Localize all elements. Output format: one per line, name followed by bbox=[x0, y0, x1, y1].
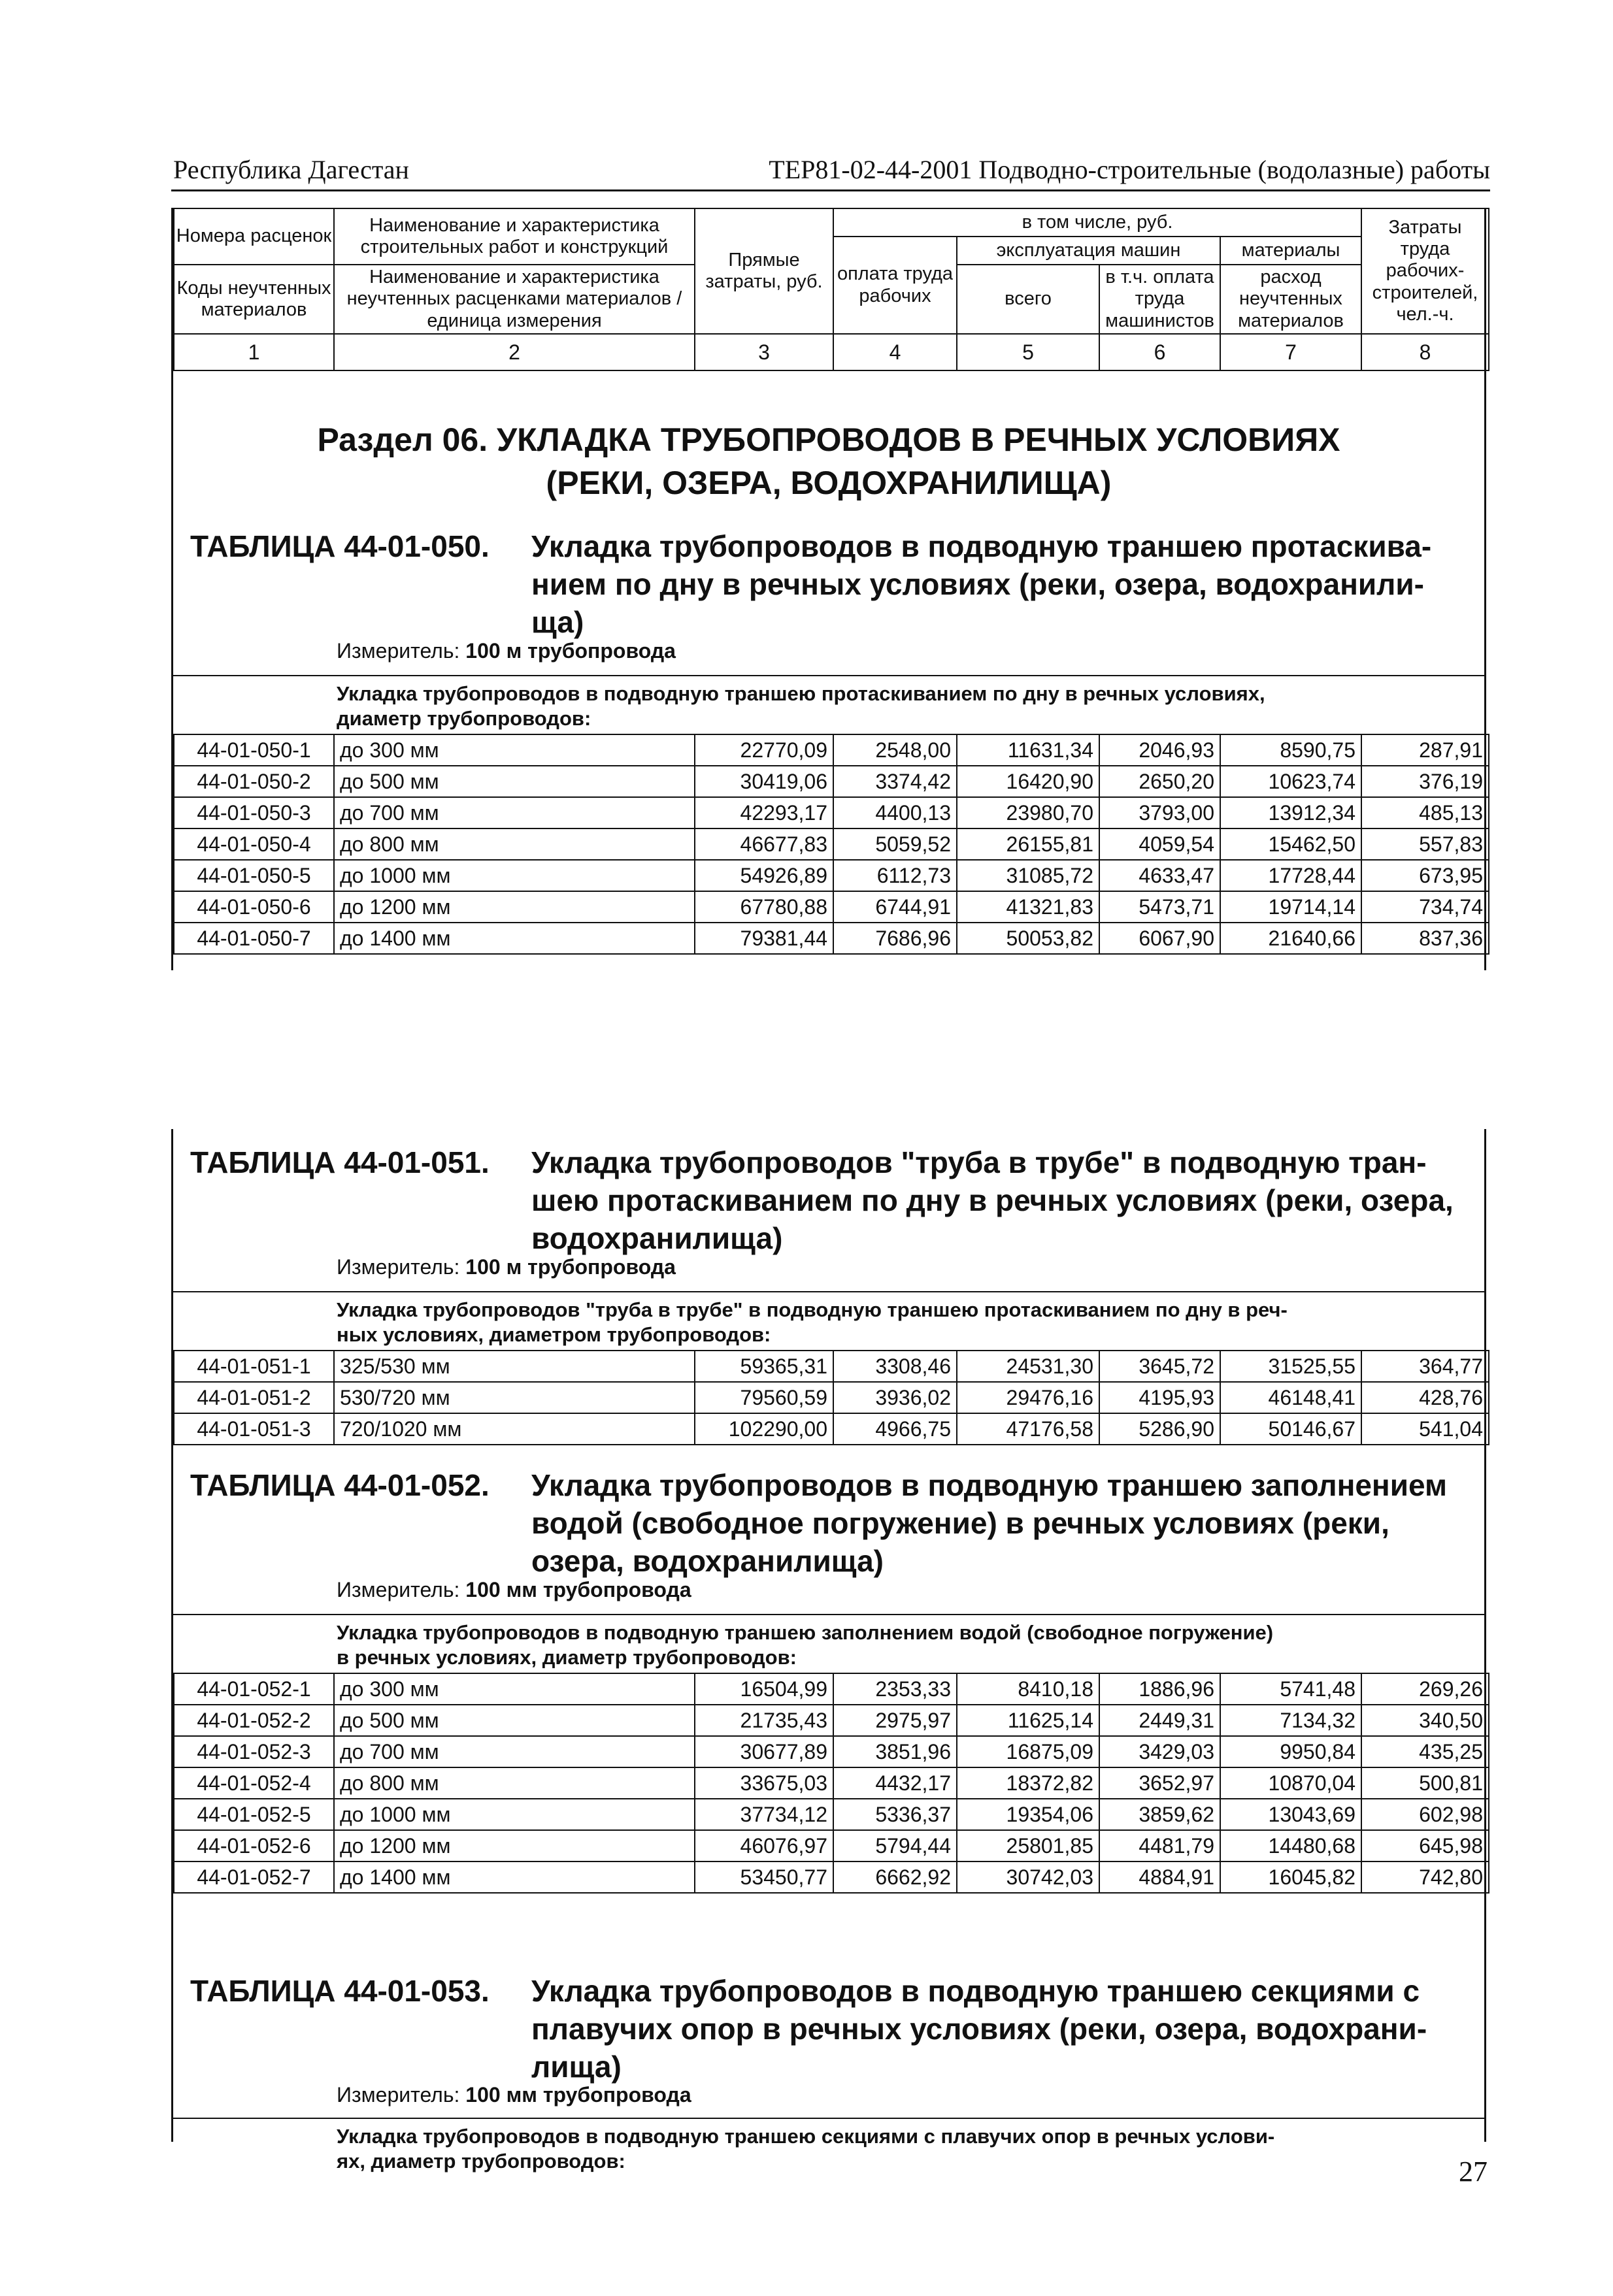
subheading-line: Укладка трубопроводов в подводную траншею протаскиванием по дну в речных условиях, bbox=[337, 682, 1265, 705]
rate-value-cell: 46148,41 bbox=[1220, 1382, 1361, 1413]
rate-value-cell: 500,81 bbox=[1361, 1767, 1489, 1799]
rate-value-cell: 23980,70 bbox=[957, 797, 1099, 828]
measure-label: Измеритель: bbox=[337, 1578, 460, 1601]
rate-value-cell: 50146,67 bbox=[1220, 1413, 1361, 1445]
subheading-line: Укладка трубопроводов в подводную траншею секциями с плавучих опор в речных услови- bbox=[337, 2125, 1275, 2148]
rate-value-cell: 2548,00 bbox=[833, 734, 957, 766]
rate-value-cell: 19714,14 bbox=[1220, 891, 1361, 923]
header-document-title: ТЕР81-02-44-2001 Подводно-строительные (водолазные) работы bbox=[769, 155, 1490, 184]
rate-value-cell: 37734,12 bbox=[695, 1799, 833, 1830]
rate-value-cell: 269,26 bbox=[1361, 1673, 1489, 1705]
rate-value-cell: 364,77 bbox=[1361, 1351, 1489, 1382]
measure-value: 100 м трубопровода bbox=[465, 1255, 676, 1279]
rate-value-cell: 3374,42 bbox=[833, 766, 957, 797]
col-header-material-codes: Коды неучтенных материалов bbox=[174, 265, 334, 334]
rate-value-cell: 41321,83 bbox=[957, 891, 1099, 923]
rate-value-cell: 4432,17 bbox=[833, 1767, 957, 1799]
measure-unit bbox=[337, 1255, 676, 1279]
table-row bbox=[174, 1705, 1489, 1736]
rate-code-cell: 44-01-052-3 bbox=[174, 1736, 334, 1767]
table-subheading bbox=[173, 1291, 1484, 1351]
rate-code-cell: 44-01-052-4 bbox=[174, 1767, 334, 1799]
rate-name-cell: до 1000 мм bbox=[334, 1799, 695, 1830]
table-row bbox=[174, 891, 1489, 923]
rate-value-cell: 3645,72 bbox=[1099, 1351, 1220, 1382]
table-row bbox=[174, 797, 1489, 828]
table-title-line: водой (свободное погружение) в речных условиях (реки, bbox=[531, 1506, 1389, 1540]
measure-label: Измеритель: bbox=[337, 1255, 460, 1279]
rate-value-cell: 17728,44 bbox=[1220, 860, 1361, 891]
table-row bbox=[174, 1413, 1489, 1445]
table-title-line: нием по дну в речных условиях (реки, озера, водохранили- bbox=[531, 567, 1424, 601]
header-region: Республика Дагестан bbox=[173, 155, 409, 184]
rate-value-cell: 79560,59 bbox=[695, 1382, 833, 1413]
measure-unit bbox=[337, 1578, 691, 1602]
table-row bbox=[174, 1799, 1489, 1830]
rate-code-cell: 44-01-052-7 bbox=[174, 1861, 334, 1893]
page-number: 27 bbox=[1459, 2156, 1488, 2188]
table-title-line: Укладка трубопроводов в подводную траншею секциями с bbox=[531, 1974, 1420, 2008]
col-number-8: 8 bbox=[1361, 334, 1489, 370]
column-header-table bbox=[173, 208, 1489, 371]
rate-value-cell: 26155,81 bbox=[957, 828, 1099, 860]
rate-value-cell: 4400,13 bbox=[833, 797, 957, 828]
rate-value-cell: 50053,82 bbox=[957, 923, 1099, 954]
rate-value-cell: 3859,62 bbox=[1099, 1799, 1220, 1830]
rate-value-cell: 33675,03 bbox=[695, 1767, 833, 1799]
measure-unit bbox=[337, 2083, 691, 2107]
rate-value-cell: 54926,89 bbox=[695, 860, 833, 891]
table-row bbox=[174, 828, 1489, 860]
col-header-labor-hours: Затраты труда рабочих-строителей, чел.-ч. bbox=[1361, 208, 1489, 334]
table-row bbox=[174, 734, 1489, 766]
subheading-line: ях, диаметр трубопроводов: bbox=[337, 2150, 625, 2173]
rate-name-cell: до 1000 мм bbox=[334, 860, 695, 891]
rate-name-cell: 720/1020 мм bbox=[334, 1413, 695, 1445]
rate-value-cell: 6744,91 bbox=[833, 891, 957, 923]
measure-label: Измеритель: bbox=[337, 2083, 460, 2107]
rate-name-cell: до 1400 мм bbox=[334, 1861, 695, 1893]
rate-value-cell: 485,13 bbox=[1361, 797, 1489, 828]
rate-value-cell: 4884,91 bbox=[1099, 1861, 1220, 1893]
rate-name-cell: 325/530 мм bbox=[334, 1351, 695, 1382]
subheading-line: диаметр трубопроводов: bbox=[337, 707, 591, 730]
col-header-materials: материалы bbox=[1220, 237, 1361, 265]
table-title-line: лища) bbox=[531, 2050, 622, 2084]
col-header-machines: эксплуатация машин bbox=[957, 237, 1220, 265]
rate-value-cell: 4059,54 bbox=[1099, 828, 1220, 860]
rate-code-cell: 44-01-051-2 bbox=[174, 1382, 334, 1413]
rate-value-cell: 2046,93 bbox=[1099, 734, 1220, 766]
table-title-text bbox=[531, 1466, 1459, 1580]
rate-value-cell: 13912,34 bbox=[1220, 797, 1361, 828]
rate-code-cell: 44-01-050-5 bbox=[174, 860, 334, 891]
measure-label: Измеритель: bbox=[337, 639, 460, 663]
table-subheading bbox=[173, 2118, 1484, 2178]
measure-unit bbox=[337, 639, 676, 663]
rate-code-cell: 44-01-052-5 bbox=[174, 1799, 334, 1830]
col-header-including: в том числе, руб. bbox=[833, 208, 1361, 237]
rate-value-cell: 30677,89 bbox=[695, 1736, 833, 1767]
table-title-line: Укладка трубопроводов в подводную траншею заполнением bbox=[531, 1468, 1448, 1502]
rate-code-cell: 44-01-052-1 bbox=[174, 1673, 334, 1705]
subheading-line: Укладка трубопроводов в подводную траншею заполнением водой (свободное погружение) bbox=[337, 1621, 1274, 1644]
rate-value-cell: 541,04 bbox=[1361, 1413, 1489, 1445]
table-row bbox=[174, 766, 1489, 797]
table-title-line: плавучих опор в речных условиях (реки, озера, водохрани- bbox=[531, 2012, 1427, 2046]
rate-value-cell: 5286,90 bbox=[1099, 1413, 1220, 1445]
table-title bbox=[190, 527, 1471, 641]
rate-value-cell: 3308,46 bbox=[833, 1351, 957, 1382]
table-code: ТАБЛИЦА 44-01-053. bbox=[190, 1974, 490, 2008]
rate-value-cell: 29476,16 bbox=[957, 1382, 1099, 1413]
rate-value-cell: 1886,96 bbox=[1099, 1673, 1220, 1705]
rate-name-cell: до 500 мм bbox=[334, 766, 695, 797]
rate-name-cell: до 300 мм bbox=[334, 1673, 695, 1705]
col-header-worker-pay: оплата труда рабочих bbox=[833, 237, 957, 334]
rate-code-cell: 44-01-050-1 bbox=[174, 734, 334, 766]
rate-value-cell: 16420,90 bbox=[957, 766, 1099, 797]
rate-value-cell: 2975,97 bbox=[833, 1705, 957, 1736]
rate-code-cell: 44-01-051-1 bbox=[174, 1351, 334, 1382]
col-header-direct-costs: Прямые затраты, руб. bbox=[695, 208, 833, 334]
rate-code-cell: 44-01-050-4 bbox=[174, 828, 334, 860]
rate-value-cell: 19354,06 bbox=[957, 1799, 1099, 1830]
rate-value-cell: 18372,82 bbox=[957, 1767, 1099, 1799]
rate-code-cell: 44-01-050-6 bbox=[174, 891, 334, 923]
rate-value-cell: 435,25 bbox=[1361, 1736, 1489, 1767]
rate-value-cell: 3429,03 bbox=[1099, 1736, 1220, 1767]
rate-name-cell: до 700 мм bbox=[334, 797, 695, 828]
col-number-7: 7 bbox=[1220, 334, 1361, 370]
rate-name-cell: до 300 мм bbox=[334, 734, 695, 766]
section-heading-line2: (РЕКИ, ОЗЕРА, ВОДОХРАНИЛИЩА) bbox=[546, 465, 1112, 501]
table-row bbox=[174, 1861, 1489, 1893]
rate-value-cell: 10870,04 bbox=[1220, 1767, 1361, 1799]
col-number-3: 3 bbox=[695, 334, 833, 370]
rate-code-cell: 44-01-050-2 bbox=[174, 766, 334, 797]
rate-code-cell: 44-01-050-3 bbox=[174, 797, 334, 828]
rate-name-cell: до 800 мм bbox=[334, 1767, 695, 1799]
rate-value-cell: 11631,34 bbox=[957, 734, 1099, 766]
rate-value-cell: 4481,79 bbox=[1099, 1830, 1220, 1861]
rate-value-cell: 4195,93 bbox=[1099, 1382, 1220, 1413]
rates-table bbox=[173, 1673, 1489, 1894]
rate-value-cell: 8410,18 bbox=[957, 1673, 1099, 1705]
table-title-text bbox=[531, 1972, 1459, 2086]
rate-value-cell: 30419,06 bbox=[695, 766, 833, 797]
rate-value-cell: 5336,37 bbox=[833, 1799, 957, 1830]
rate-value-cell: 10623,74 bbox=[1220, 766, 1361, 797]
rate-value-cell: 9950,84 bbox=[1220, 1736, 1361, 1767]
rate-value-cell: 15462,50 bbox=[1220, 828, 1361, 860]
rate-value-cell: 16875,09 bbox=[957, 1736, 1099, 1767]
table-row bbox=[174, 1382, 1489, 1413]
rate-value-cell: 14480,68 bbox=[1220, 1830, 1361, 1861]
col-header-work-name: Наименование и характеристика строительных работ и конструкций bbox=[334, 208, 695, 265]
rate-name-cell: 530/720 мм bbox=[334, 1382, 695, 1413]
col-number-6: 6 bbox=[1099, 334, 1220, 370]
col-header-machines-total: всего bbox=[957, 265, 1099, 334]
rate-value-cell: 67780,88 bbox=[695, 891, 833, 923]
table-title-line: водохранилища) bbox=[531, 1221, 783, 1255]
rate-value-cell: 7134,32 bbox=[1220, 1705, 1361, 1736]
subheading-line: ных условиях, диаметром трубопроводов: bbox=[337, 1323, 771, 1346]
rate-name-cell: до 1200 мм bbox=[334, 1830, 695, 1861]
rate-name-cell: до 1400 мм bbox=[334, 923, 695, 954]
col-number-1: 1 bbox=[174, 334, 334, 370]
measure-value: 100 мм трубопровода bbox=[465, 2083, 691, 2107]
table-title-text bbox=[531, 1143, 1459, 1257]
rate-value-cell: 2353,33 bbox=[833, 1673, 957, 1705]
rate-value-cell: 6067,90 bbox=[1099, 923, 1220, 954]
rate-value-cell: 376,19 bbox=[1361, 766, 1489, 797]
rate-name-cell: до 700 мм bbox=[334, 1736, 695, 1767]
col-number-4: 4 bbox=[833, 334, 957, 370]
rates-table bbox=[173, 1350, 1489, 1445]
subheading-line: в речных условиях, диаметр трубопроводов: bbox=[337, 1646, 797, 1669]
rate-value-cell: 24531,30 bbox=[957, 1351, 1099, 1382]
rate-value-cell: 8590,75 bbox=[1220, 734, 1361, 766]
rate-code-cell: 44-01-052-6 bbox=[174, 1830, 334, 1861]
rate-value-cell: 3851,96 bbox=[833, 1736, 957, 1767]
table-title bbox=[190, 1466, 1471, 1580]
rate-value-cell: 3652,97 bbox=[1099, 1767, 1220, 1799]
table-row bbox=[174, 1830, 1489, 1861]
rate-value-cell: 837,36 bbox=[1361, 923, 1489, 954]
table-title-line: Укладка трубопроводов "труба в трубе" в подводную тран- bbox=[531, 1145, 1427, 1179]
table-title-line: шею протаскиванием по дну в речных условиях (реки, озера, bbox=[531, 1183, 1454, 1217]
rate-code-cell: 44-01-051-3 bbox=[174, 1413, 334, 1445]
rate-value-cell: 3793,00 bbox=[1099, 797, 1220, 828]
header-rule bbox=[171, 189, 1490, 191]
section-heading: Раздел 06. УКЛАДКА ТРУБОПРОВОДОВ В РЕЧНЫХ УСЛОВИЯХ bbox=[317, 421, 1340, 458]
col-number-5: 5 bbox=[957, 334, 1099, 370]
rate-value-cell: 742,80 bbox=[1361, 1861, 1489, 1893]
rate-value-cell: 557,83 bbox=[1361, 828, 1489, 860]
table-row bbox=[174, 923, 1489, 954]
rate-value-cell: 16504,99 bbox=[695, 1673, 833, 1705]
rate-value-cell: 340,50 bbox=[1361, 1705, 1489, 1736]
rate-code-cell: 44-01-050-7 bbox=[174, 923, 334, 954]
rate-value-cell: 5059,52 bbox=[833, 828, 957, 860]
rate-value-cell: 31525,55 bbox=[1220, 1351, 1361, 1382]
table-title-line: Укладка трубопроводов в подводную траншею протаскива- bbox=[531, 529, 1432, 563]
col-header-machinist-pay: в т.ч. оплата труда машинистов bbox=[1099, 265, 1220, 334]
page-block-1 bbox=[171, 208, 1486, 970]
table-subheading bbox=[173, 1614, 1484, 1674]
rate-value-cell: 2650,20 bbox=[1099, 766, 1220, 797]
rate-value-cell: 7686,96 bbox=[833, 923, 957, 954]
rate-value-cell: 31085,72 bbox=[957, 860, 1099, 891]
table-title-line: ща) bbox=[531, 605, 584, 639]
table-row bbox=[174, 860, 1489, 891]
rate-value-cell: 13043,69 bbox=[1220, 1799, 1361, 1830]
rate-value-cell: 3936,02 bbox=[833, 1382, 957, 1413]
table-title-line: озера, водохранилища) bbox=[531, 1544, 884, 1578]
rate-value-cell: 734,74 bbox=[1361, 891, 1489, 923]
table-row bbox=[174, 1736, 1489, 1767]
table-row bbox=[174, 1351, 1489, 1382]
page-block-2 bbox=[171, 1129, 1486, 2173]
table-title bbox=[190, 1143, 1471, 1257]
rate-value-cell: 47176,58 bbox=[957, 1413, 1099, 1445]
rate-value-cell: 2449,31 bbox=[1099, 1705, 1220, 1736]
rates-table bbox=[173, 734, 1489, 955]
table-title-text bbox=[531, 527, 1459, 641]
measure-value: 100 м трубопровода bbox=[465, 639, 676, 663]
rate-value-cell: 21735,43 bbox=[695, 1705, 833, 1736]
subheading-line: Укладка трубопроводов "труба в трубе" в подводную траншею протаскиванием по дну в реч- bbox=[337, 1298, 1288, 1321]
measure-value: 100 мм трубопровода bbox=[465, 1578, 691, 1601]
rate-name-cell: до 500 мм bbox=[334, 1705, 695, 1736]
rate-value-cell: 46677,83 bbox=[695, 828, 833, 860]
table-title bbox=[190, 1972, 1471, 2086]
table-code: ТАБЛИЦА 44-01-051. bbox=[190, 1145, 490, 1179]
rate-value-cell: 4633,47 bbox=[1099, 860, 1220, 891]
rate-value-cell: 673,95 bbox=[1361, 860, 1489, 891]
rate-name-cell: до 1200 мм bbox=[334, 891, 695, 923]
table-row bbox=[174, 1767, 1489, 1799]
col-header-material-consumption: расход неучтенных материалов bbox=[1220, 265, 1361, 334]
rate-name-cell: до 800 мм bbox=[334, 828, 695, 860]
table-code: ТАБЛИЦА 44-01-050. bbox=[190, 529, 490, 563]
rate-value-cell: 645,98 bbox=[1361, 1830, 1489, 1861]
rate-value-cell: 6662,92 bbox=[833, 1861, 957, 1893]
rate-value-cell: 428,76 bbox=[1361, 1382, 1489, 1413]
rate-value-cell: 16045,82 bbox=[1220, 1861, 1361, 1893]
rate-value-cell: 25801,85 bbox=[957, 1830, 1099, 1861]
rate-value-cell: 5473,71 bbox=[1099, 891, 1220, 923]
rate-value-cell: 30742,03 bbox=[957, 1861, 1099, 1893]
table-code: ТАБЛИЦА 44-01-052. bbox=[190, 1468, 490, 1502]
rate-value-cell: 42293,17 bbox=[695, 797, 833, 828]
rate-value-cell: 11625,14 bbox=[957, 1705, 1099, 1736]
rate-value-cell: 602,98 bbox=[1361, 1799, 1489, 1830]
col-header-material-names: Наименование и характеристика неучтенных расценками материалов / единица измерения bbox=[334, 265, 695, 334]
rate-value-cell: 22770,09 bbox=[695, 734, 833, 766]
rate-value-cell: 46076,97 bbox=[695, 1830, 833, 1861]
col-number-2: 2 bbox=[334, 334, 695, 370]
rate-code-cell: 44-01-052-2 bbox=[174, 1705, 334, 1736]
rate-value-cell: 5741,48 bbox=[1220, 1673, 1361, 1705]
rate-value-cell: 59365,31 bbox=[695, 1351, 833, 1382]
col-header-rate-number: Номера расценок bbox=[174, 208, 334, 265]
rate-value-cell: 4966,75 bbox=[833, 1413, 957, 1445]
rate-value-cell: 6112,73 bbox=[833, 860, 957, 891]
table-row bbox=[174, 1673, 1489, 1705]
rate-value-cell: 5794,44 bbox=[833, 1830, 957, 1861]
rate-value-cell: 53450,77 bbox=[695, 1861, 833, 1893]
rate-value-cell: 21640,66 bbox=[1220, 923, 1361, 954]
rate-value-cell: 102290,00 bbox=[695, 1413, 833, 1445]
rate-value-cell: 287,91 bbox=[1361, 734, 1489, 766]
rate-value-cell: 79381,44 bbox=[695, 923, 833, 954]
